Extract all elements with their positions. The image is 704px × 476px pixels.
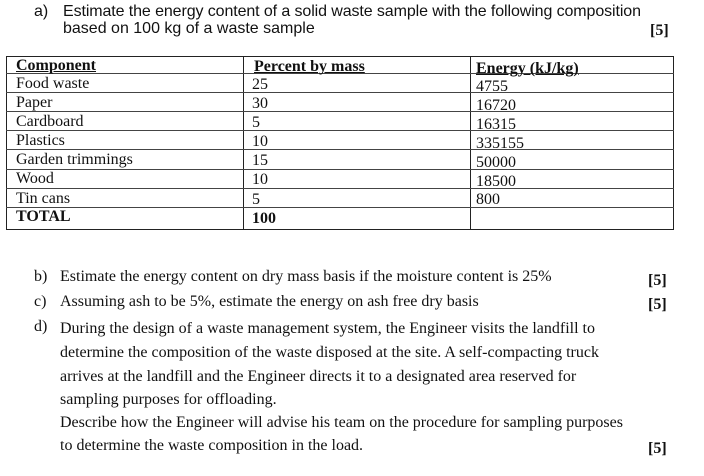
row-component: Tin cans	[16, 190, 71, 207]
row-energy: 800	[476, 191, 500, 208]
row-percent: 10	[252, 171, 268, 188]
question-d-line: During the design of a waste management system, the Engineer visits the landfill to	[60, 320, 595, 337]
column-divider	[243, 56, 244, 230]
row-divider	[6, 188, 674, 189]
total-label: TOTAL	[16, 208, 71, 225]
question-d-line: arrives at the landfill and the Engineer directs it to a designated area reserved for	[60, 368, 577, 385]
question-d-line: determine the composition of the waste disposed at the site. A self-compacting truck	[60, 344, 599, 361]
row-component: Wood	[16, 170, 54, 187]
row-divider	[6, 149, 674, 150]
question-a-text-line-1: Estimate the energy content of a solid waste sample with the following composition	[63, 3, 641, 20]
row-component: Cardboard	[16, 113, 84, 130]
question-d-line: to determine the waste composition in the load.	[60, 437, 364, 454]
column-divider	[470, 56, 471, 230]
question-c-marks: [5]	[648, 296, 667, 313]
row-energy: 4755	[476, 78, 508, 95]
question-b-marks: [5]	[648, 272, 667, 289]
table-border	[6, 56, 674, 230]
row-percent: 15	[252, 152, 268, 169]
row-component: Plastics	[16, 132, 65, 149]
header-energy: Energy (kJ/kg)	[476, 60, 579, 77]
row-component: Garden trimmings	[16, 151, 133, 168]
row-percent: 30	[252, 95, 268, 112]
row-energy: 18500	[476, 173, 516, 190]
composition-table	[6, 56, 674, 230]
question-a-label: a)	[34, 3, 49, 20]
row-divider	[6, 207, 674, 208]
row-energy: 50000	[476, 154, 516, 171]
header-component: Component	[16, 57, 97, 74]
row-divider	[6, 111, 674, 112]
row-energy: 335155	[476, 135, 524, 152]
row-divider	[6, 130, 674, 131]
row-energy: 16315	[476, 116, 516, 133]
total-percent: 100	[252, 210, 276, 227]
header-percent: Percent by mass	[254, 58, 365, 75]
row-component: Food waste	[16, 75, 90, 92]
question-d-label: d)	[34, 318, 48, 335]
row-percent: 25	[252, 76, 268, 93]
question-c-label: c)	[34, 293, 47, 310]
question-b-label: b)	[34, 268, 48, 285]
row-percent: 5	[252, 114, 260, 131]
row-energy: 16720	[476, 97, 516, 114]
row-divider	[6, 92, 674, 93]
question-d-line: sampling purposes for offloading.	[60, 391, 277, 408]
row-divider	[6, 169, 674, 170]
question-d-line: Describe how the Engineer will advise his team on the procedure for sampling purposes	[60, 414, 623, 431]
question-c-text: Assuming ash to be 5%, estimate the energy on ash free dry basis	[60, 293, 479, 310]
question-d-marks: [5]	[648, 440, 667, 457]
question-b-text: Estimate the energy content on dry mass basis if the moisture content is 25%	[60, 268, 552, 285]
question-a-text-line-2: based on 100 kg of a waste sample	[63, 20, 315, 37]
row-percent: 10	[252, 133, 268, 150]
row-component: Paper	[16, 94, 53, 111]
row-percent: 5	[252, 191, 260, 208]
question-a-marks: [5]	[650, 22, 669, 39]
